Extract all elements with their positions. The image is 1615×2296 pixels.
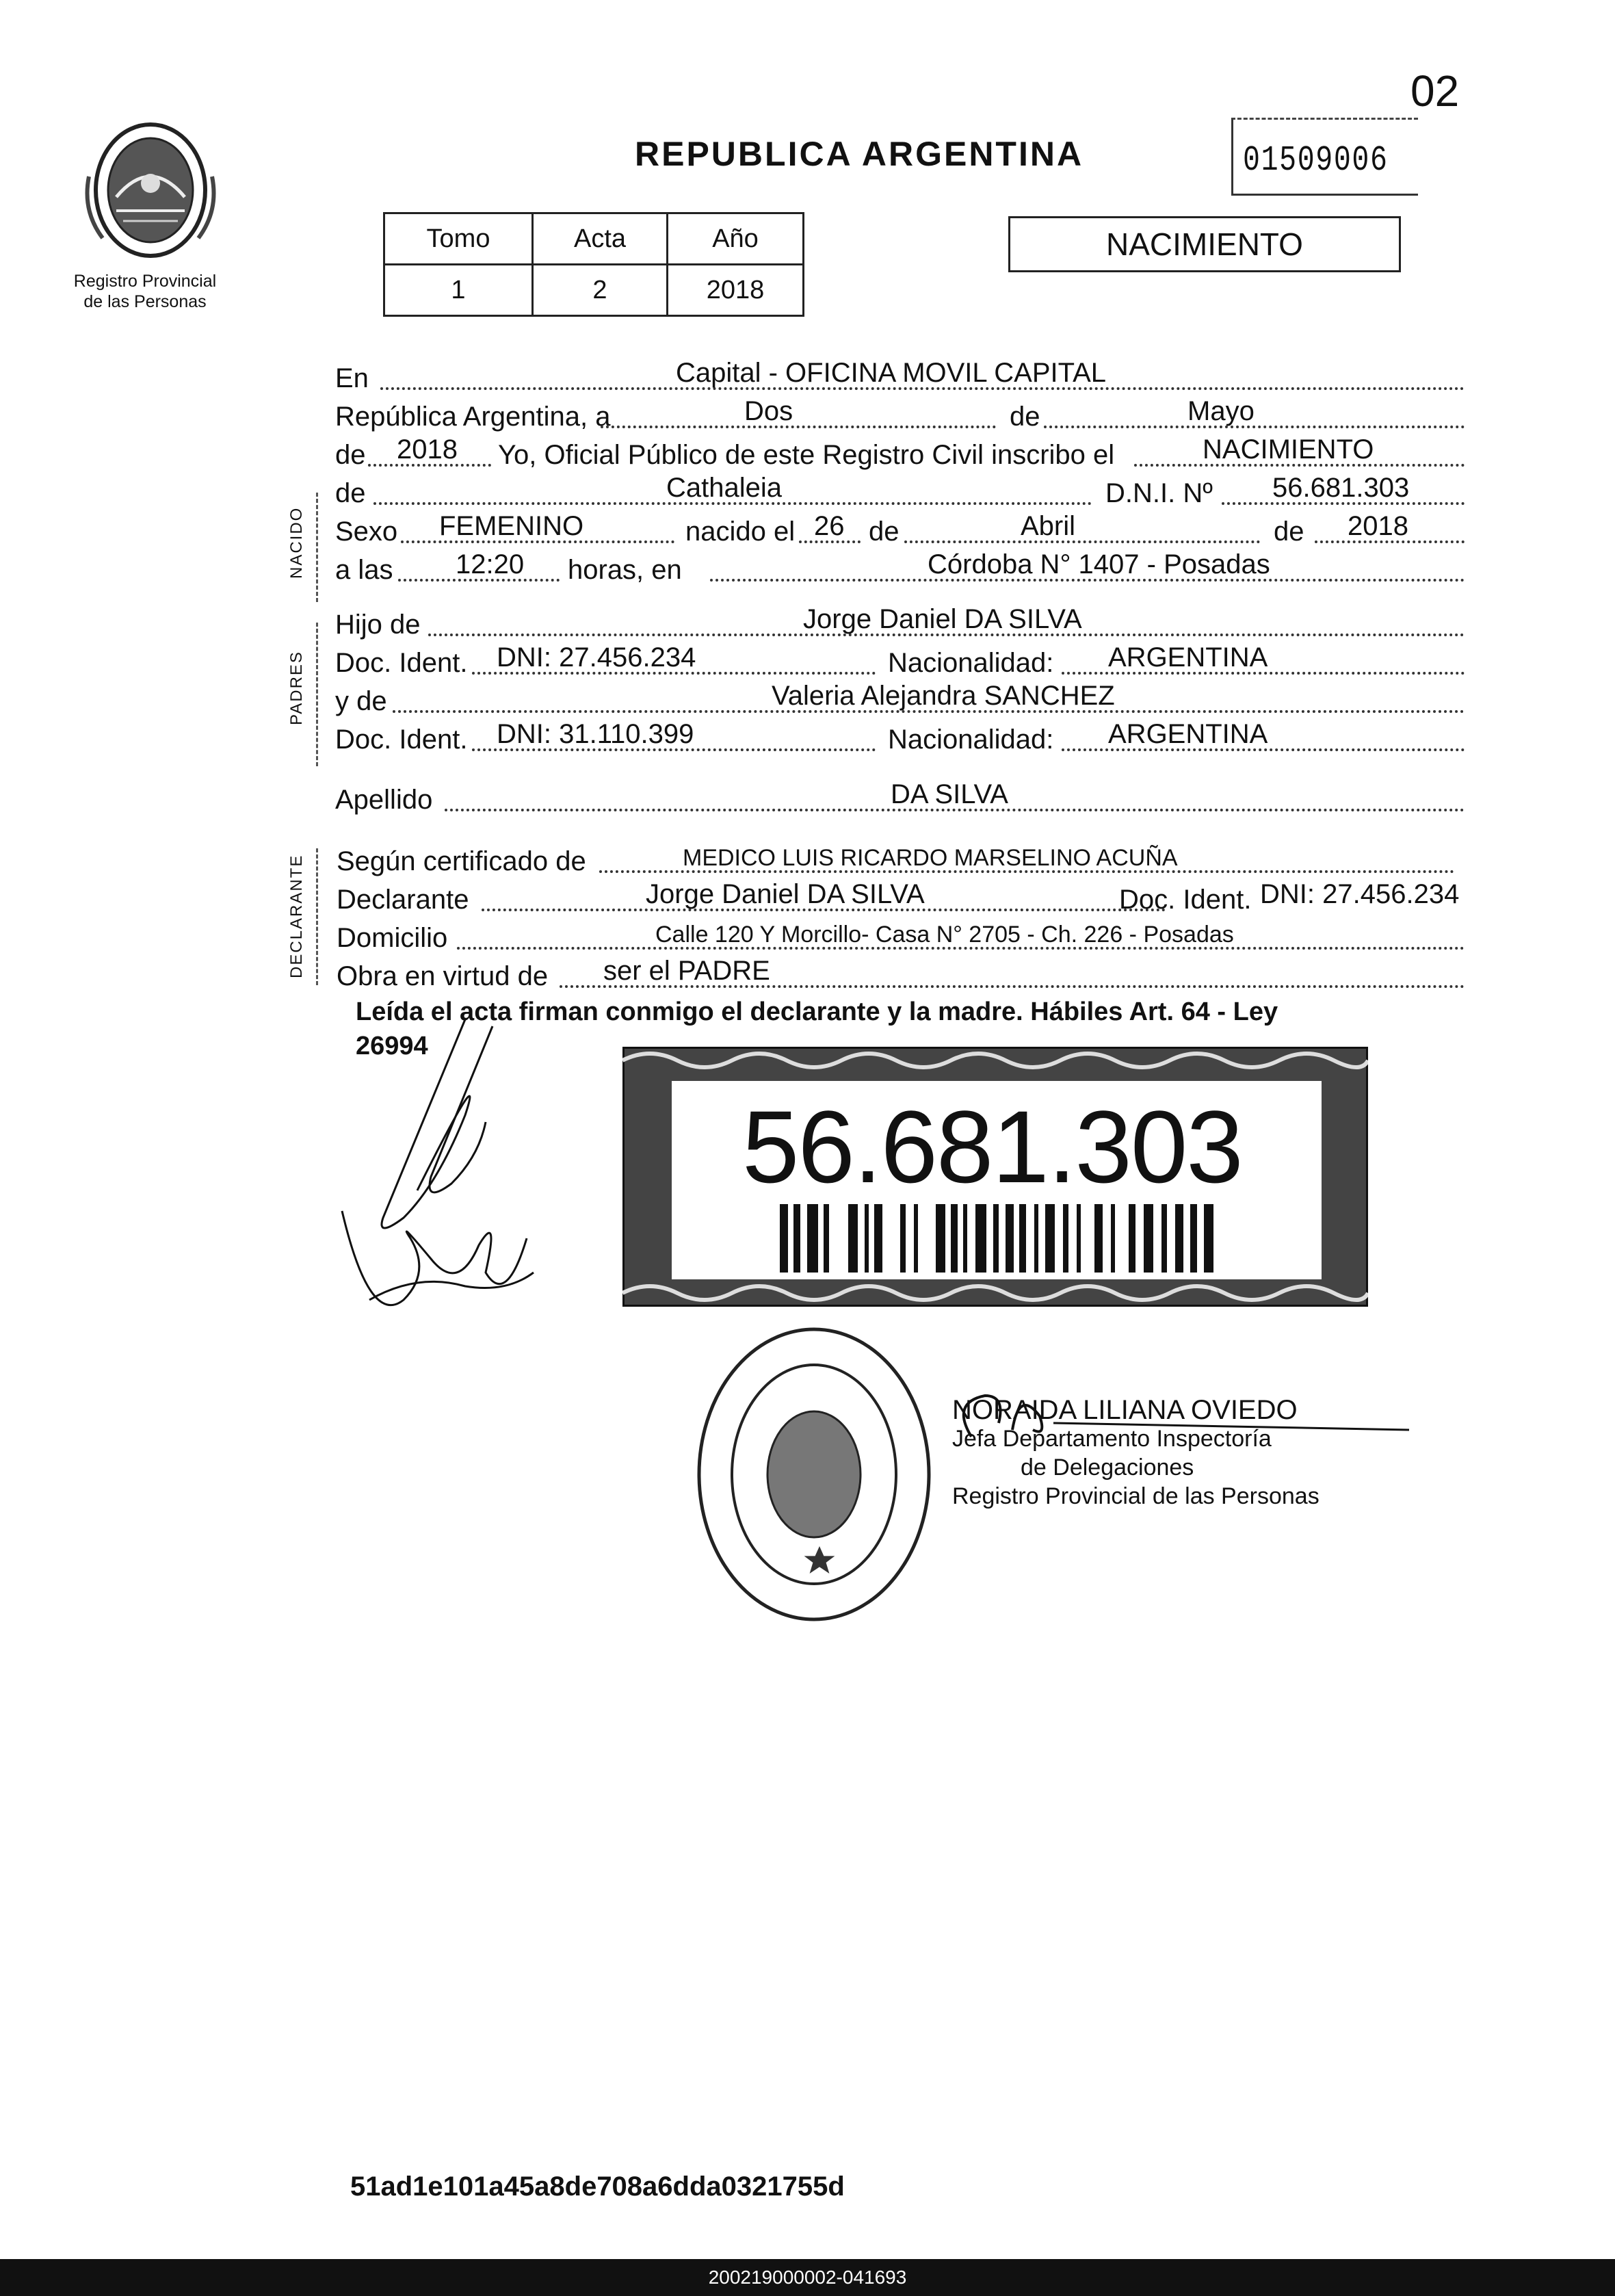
republic-label: República Argentina, a: [335, 402, 611, 432]
document-title: REPUBLICA ARGENTINA: [635, 135, 1084, 173]
doc2-label: Doc. Ident.: [335, 725, 468, 755]
section-label-parents: PADRES: [287, 651, 306, 725]
row-father: [335, 602, 1464, 640]
ledger-header-tomo: Tomo: [384, 213, 533, 265]
birth-place-value: Córdoba N° 1407 - Posadas: [928, 549, 1270, 579]
ledger-table: [383, 212, 804, 317]
registry-caption-line1: Registro Provincial: [73, 272, 217, 291]
declarant-label: Declarante: [337, 885, 469, 915]
mother-name-value: Valeria Alejandra SANCHEZ: [772, 681, 1115, 711]
birth-day-value: 26: [814, 511, 845, 541]
certificate-label: Según certificado de: [337, 846, 586, 876]
barcode: [780, 1204, 1218, 1273]
nationality-label: Nacionalidad:: [888, 648, 1054, 678]
row-date: [335, 394, 1464, 432]
at-label: a las: [335, 555, 393, 585]
inscription-type-value: NACIMIENTO: [1203, 434, 1374, 465]
capacity-label: Obra en virtud de: [337, 961, 549, 991]
capacity-value: ser el PADRE: [603, 956, 770, 986]
ledger-header-anio: Año: [668, 213, 804, 265]
dni-label: D.N.I. Nº: [1105, 478, 1213, 508]
father-doc-value: DNI: 27.456.234: [497, 642, 696, 673]
child-name-value: Cathaleia: [666, 473, 783, 503]
official-name: NORAIDA LILIANA OVIEDO: [952, 1395, 1298, 1425]
serial-stamp: [1231, 118, 1418, 196]
section-label-declarant: DECLARANTE: [287, 854, 306, 978]
closing-line1: Leída el acta firman conmigo el declarante y la madre. Hábiles Art. 64 - Ley: [356, 997, 1278, 1026]
de-label: de: [1010, 402, 1040, 432]
child-of-label: Hijo de: [335, 610, 421, 640]
record-type-box: NACIMIENTO: [1008, 216, 1401, 272]
officer-text: Yo, Oficial Público de este Registro Civil inscribo el: [498, 440, 1115, 470]
margin-dash-declarant: [316, 848, 318, 985]
registry-caption: [63, 271, 227, 312]
row-certificate: [335, 839, 1464, 877]
doc-label: Doc. Ident.: [335, 648, 468, 678]
official-title-line2: de Delegaciones: [1021, 1454, 1194, 1480]
declarant-doc-value: DNI: 27.456.234: [1260, 879, 1460, 909]
father-name-value: Jorge Daniel DA SILVA: [803, 604, 1082, 634]
id-number-large: 56.681.303: [742, 1089, 1242, 1204]
surname-value: DA SILVA: [891, 779, 1008, 809]
declarant-signature: [328, 1013, 554, 1341]
dotted-line: [904, 540, 1260, 543]
mother-nationality-value: ARGENTINA: [1108, 719, 1268, 749]
mother-doc-value: DNI: 31.110.399: [497, 719, 694, 749]
sex-value: FEMENINO: [439, 511, 584, 541]
row-surname: [335, 777, 1464, 816]
address-value: Calle 120 Y Morcillo- Casa N° 2705 - Ch. 226 - Posadas: [655, 922, 1234, 948]
born-label: nacido el: [685, 517, 796, 547]
certificate-value: MEDICO LUIS RICARDO MARSELINO ACUÑA: [683, 845, 1178, 871]
ledger-value-anio: 2018: [668, 265, 804, 316]
official-title-line1: Jefa Departamento Inspectoría: [952, 1426, 1272, 1452]
serial-number: 01509006: [1243, 140, 1389, 181]
year-value: 2018: [397, 434, 458, 465]
address-label: Domicilio: [337, 923, 448, 953]
child-dni-value: 56.681.303: [1272, 473, 1410, 503]
birth-time-value: 12:20: [456, 549, 525, 579]
section-label-born: NACIDO: [287, 506, 306, 579]
declarant-value: Jorge Daniel DA SILVA: [646, 879, 925, 909]
ledger-header-acta: Acta: [533, 213, 668, 265]
row-mother-doc: [335, 717, 1464, 755]
de2-label: de: [335, 440, 366, 470]
registry-caption-line2: de las Personas: [83, 292, 207, 311]
and-of-label: y de: [335, 686, 387, 716]
row-child: [335, 471, 1464, 509]
birth-year-value: 2018: [1348, 511, 1408, 541]
row-father-doc: [335, 640, 1464, 679]
de5-label: de: [1274, 517, 1304, 547]
official-seal: [691, 1320, 937, 1628]
surname-label: Apellido: [335, 785, 433, 815]
month-value: Mayo: [1187, 396, 1255, 426]
ledger-value-acta: 2: [533, 265, 668, 316]
official-title-line3: Registro Provincial de las Personas: [952, 1483, 1319, 1509]
row-time: [335, 547, 1464, 586]
hours-label: horas, en: [568, 555, 682, 585]
de3-label: de: [335, 478, 366, 508]
row-address: [335, 915, 1464, 954]
row-sex: [335, 509, 1464, 547]
nationality2-label: Nacionalidad:: [888, 725, 1054, 755]
place-label: En: [335, 363, 369, 393]
margin-dash-born: [316, 493, 318, 602]
place-value: Capital - OFICINA MOVIL CAPITAL: [676, 358, 1107, 388]
scan-footer: 200219000002-041693: [0, 2259, 1615, 2296]
page-number: 02: [1410, 66, 1460, 116]
row-declarant: [335, 877, 1464, 915]
birth-month-value: Abril: [1021, 511, 1076, 541]
father-nationality-value: ARGENTINA: [1108, 642, 1268, 673]
document-hash: 51ad1e101a45a8de708a6dda0321755d: [350, 2171, 845, 2202]
sex-label: Sexo: [335, 517, 398, 547]
de4-label: de: [869, 517, 900, 547]
closing-line2: 26994: [356, 1032, 428, 1060]
row-officer: [335, 432, 1464, 471]
day-value: Dos: [744, 396, 793, 426]
doc3-label: Doc. Ident.: [1119, 885, 1252, 915]
row-mother: [335, 679, 1464, 717]
margin-dash-parents: [316, 623, 318, 766]
province-emblem: [75, 115, 226, 265]
row-capacity: [335, 954, 1464, 992]
ledger-value-tomo: 1: [384, 265, 533, 316]
row-place: [335, 356, 1464, 394]
dotted-line: [601, 426, 996, 428]
official-block: [952, 1396, 1319, 1511]
